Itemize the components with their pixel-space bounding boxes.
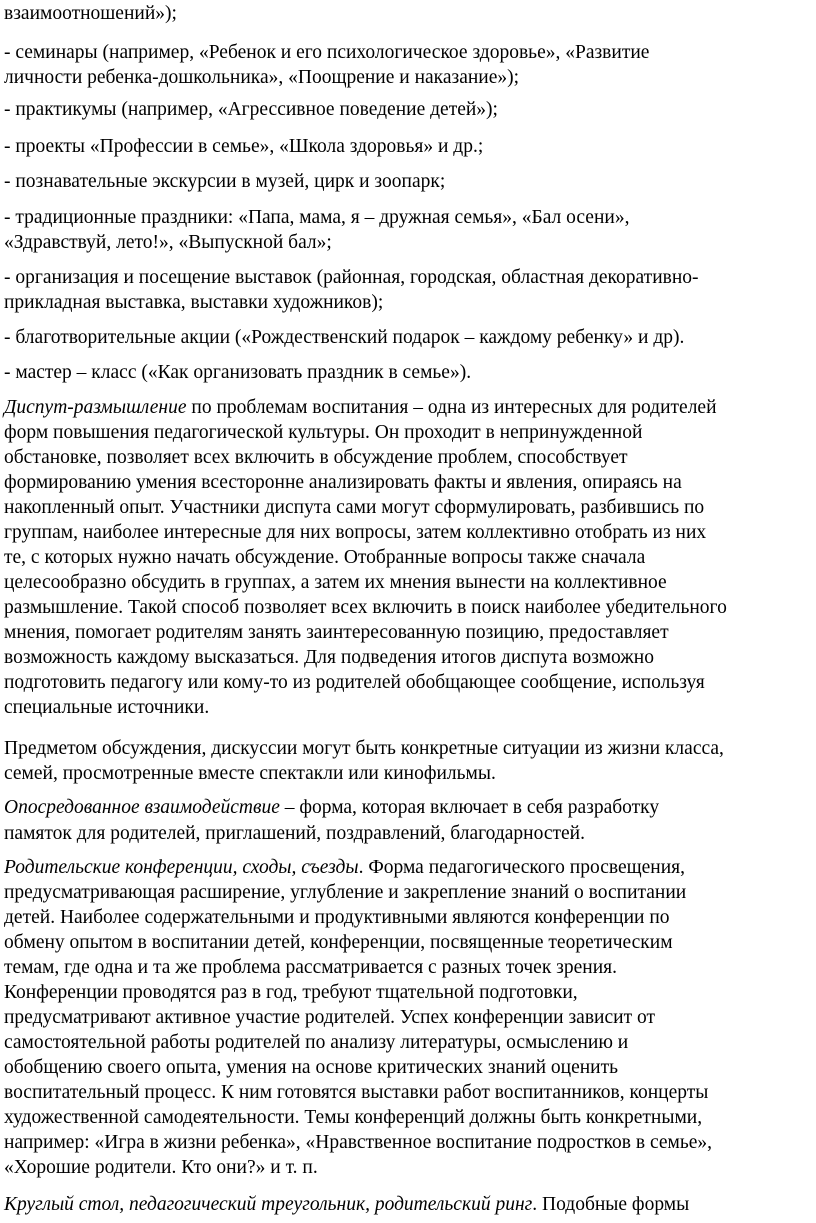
text-line: воспитательный процесс. К ним готовятся выставки работ воспитанников, концерты bbox=[4, 1082, 709, 1103]
text-line: обмену опытом в воспитании детей, конференции, посвященные теоретическим bbox=[4, 932, 673, 953]
text-line: накопленный опыт. Участники диспута сами могут сформулировать, разбившись по bbox=[4, 497, 705, 518]
text-line: Конференции проводятся раз в год, требуют тщательной подготовки, bbox=[4, 982, 578, 1003]
text-line: Круглый стол, педагогический треугольник, родительский ринг. Подобные формы bbox=[4, 1194, 690, 1215]
text-line: обобщению своего опыта, умения на основе критических знаний оценить bbox=[4, 1057, 619, 1078]
text-line: темам, где одна и та же проблема рассматривается с разных точек зрения. bbox=[4, 957, 618, 978]
text-line: размышление. Такой способ позволяет всех включить в поиск наиболее убедительного bbox=[4, 597, 727, 618]
term-italic: Диспут-размышление bbox=[4, 397, 187, 418]
text-line: те, с которых нужно начать обсуждение. Отобранные вопросы также сначала bbox=[4, 547, 646, 568]
text-line: подготовить педагогу или кому-то из родителей обобщающее сообщение, используя bbox=[4, 672, 705, 693]
text-line: целесообразно обсудить в группах, а затем их мнения вынести на коллективное bbox=[4, 572, 667, 593]
text-line: специальные источники. bbox=[4, 697, 210, 718]
text-line: памяток для родителей, приглашений, поздравлений, благодарностей. bbox=[4, 823, 585, 844]
text-line: предусматривающая расширение, углубление и закрепление знаний о воспитании bbox=[4, 882, 687, 903]
text-line: «Хорошие родители. Кто они?» и т. п. bbox=[4, 1157, 318, 1178]
text-line: например: «Игра в жизни ребенка», «Нравственное воспитание подростков в семье», bbox=[4, 1132, 712, 1153]
text-line: возможность каждому высказаться. Для подведения итогов диспута возможно bbox=[4, 647, 654, 668]
text-line: Диспут-размышление по проблемам воспитания – одна из интересных для родителей bbox=[4, 397, 717, 418]
text-line: предусматривают активное участие родителей. Успех конференции зависит от bbox=[4, 1007, 655, 1028]
text-line: мнения, помогает родителям занять заинтересованную позицию, предоставляет bbox=[4, 622, 669, 643]
text-line: группам, наиболее интересные для них вопросы, затем коллективно отобрать из них bbox=[4, 522, 707, 543]
text-line: семей, просмотренные вместе спектакли или кинофильмы. bbox=[4, 763, 496, 784]
text-line: прикладная выставка, выставки художников); bbox=[4, 292, 384, 313]
term-italic: Опосредованное взаимодействие bbox=[4, 797, 280, 818]
text-line: формированию умения всесторонне анализировать факты и явления, опираясь на bbox=[4, 472, 682, 493]
text-line: - практикумы (например, «Агрессивное поведение детей»); bbox=[4, 99, 498, 120]
text-line: - познавательные экскурсии в музей, цирк и зоопарк; bbox=[4, 171, 446, 192]
text-line: художественной самодеятельности. Темы конференций должны быть конкретными, bbox=[4, 1107, 703, 1128]
text-line: - организация и посещение выставок (районная, городская, областная декоративно- bbox=[4, 267, 699, 288]
text-line: - благотворительные акции («Рождественский подарок – каждому ребенку» и др). bbox=[4, 327, 685, 348]
text-line: - семинары (например, «Ребенок и его психологическое здоровье», «Развитие bbox=[4, 42, 650, 63]
term-italic: Родительские конференции, сходы, съезды bbox=[4, 857, 359, 878]
text-line: личности ребенка-дошкольника», «Поощрение и наказание»); bbox=[4, 67, 520, 88]
text-line: - мастер – класс («Как организовать праздник в семье»). bbox=[4, 362, 472, 383]
text-line: «Здравствуй, лето!», «Выпускной бал»; bbox=[4, 232, 332, 253]
text-line: - традиционные праздники: «Папа, мама, я – дружная семья», «Бал осени», bbox=[4, 207, 630, 228]
text-line: самостоятельной работы родителей по анализу литературы, осмыслению и bbox=[4, 1032, 629, 1053]
text-line: обстановке, позволяет всех включить в обсуждение проблем, способствует bbox=[4, 447, 628, 468]
text-line: взаимоотношений»); bbox=[4, 3, 177, 24]
text-line: форм повышения педагогической культуры. Он проходит в непринужденной bbox=[4, 422, 643, 443]
text-line: Опосредованное взаимодействие – форма, которая включает в себя разработку bbox=[4, 797, 660, 818]
text-line: Родительские конференции, сходы, съезды. Форма педагогического просвещения, bbox=[4, 857, 685, 878]
text-line: - проекты «Профессии в семье», «Школа здоровья» и др.; bbox=[4, 136, 484, 157]
text-line: детей. Наиболее содержательными и продуктивными являются конференции по bbox=[4, 907, 670, 928]
term-italic: Круглый стол, педагогический треугольник, родительский ринг bbox=[4, 1194, 533, 1215]
text-line: Предметом обсуждения, дискуссии могут быть конкретные ситуации из жизни класса, bbox=[4, 738, 724, 759]
